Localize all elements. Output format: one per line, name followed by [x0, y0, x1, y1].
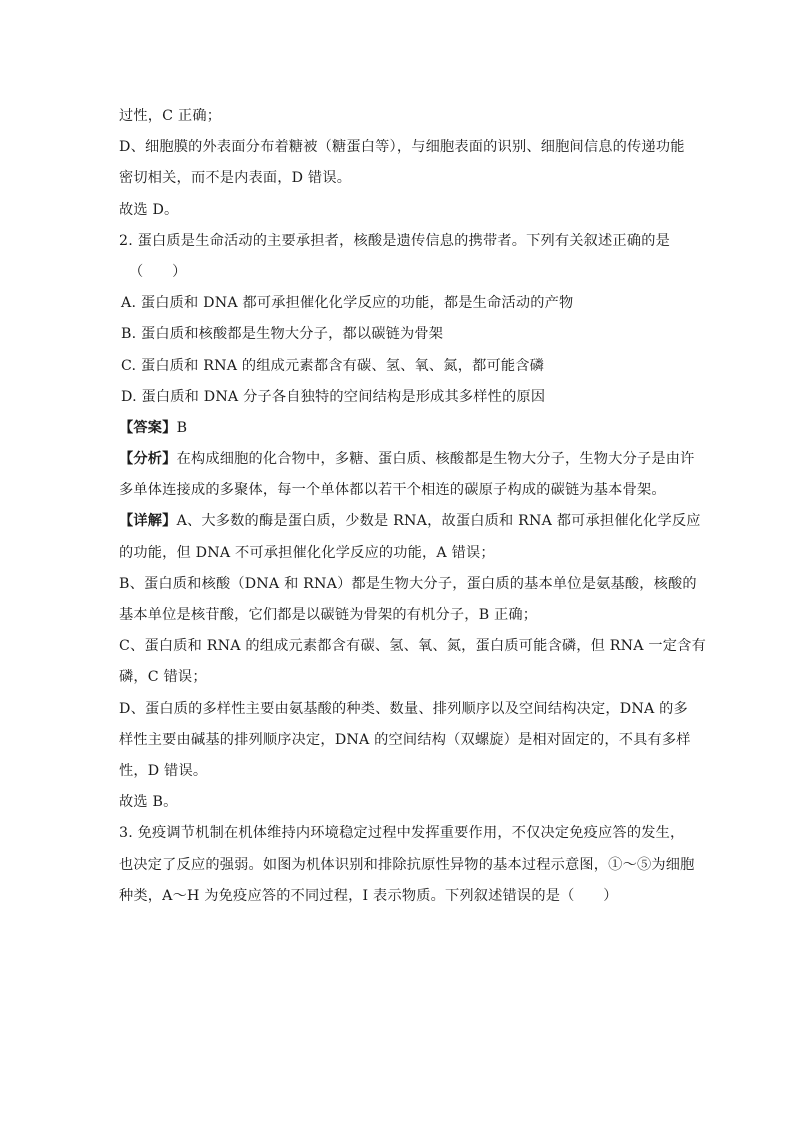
- text-line: 过性，C 正确；: [119, 108, 222, 124]
- option-a: A. 蛋白质和 DNA 都可承担催化化学反应的功能，都是生命活动的产物: [121, 295, 574, 312]
- detail-line: [119, 506, 701, 537]
- text-line: 性，D 错误。: [119, 762, 208, 779]
- text-line: D、细胞膜的外表面分布着糖被（糖蛋白等），与细胞表面的识别、细胞间信息的传递功能: [119, 139, 685, 156]
- text-line: C、蛋白质和 RNA 的组成元素都含有碳、氢、氧、氮，蛋白质可能含磷，但 RNA 一定含有: [119, 638, 706, 655]
- answer-tag: 【答案】: [119, 419, 177, 436]
- text-line: 基本单位是核苷酸，它们都是以碳链为骨架的有机分子，B 正确；: [119, 607, 538, 623]
- analysis-line: [119, 444, 695, 475]
- question-2-blank: （ ）: [129, 263, 187, 280]
- text-line: 种类，A～H 为免疫应答的不同过程，I 表示物质。下列叙述错误的是（ ）: [119, 887, 618, 904]
- detail-tag: 【详解】: [119, 513, 177, 530]
- text-line: 密切相关，而不是内表面，D 错误。: [119, 170, 352, 187]
- text-line: 也决定了反应的强弱。如图为机体识别和排除抗原性异物的基本过程示意图，①～⑤为细胞: [119, 856, 695, 873]
- question-3-stem: 3. 免疫调节机制在机体维持内环境稳定过程中发挥重要作用，不仅决定免疫应答的发生，: [119, 825, 685, 842]
- document-body: [119, 101, 706, 912]
- text-line: B、蛋白质和核酸（DNA 和 RNA）都是生物大分子，蛋白质的基本单位是氨基酸，核酸的: [119, 575, 697, 592]
- text-line: 多单体连接成的多聚体，每一个单体都以若干个相连的碳原子构成的碳链为基本骨架。: [119, 482, 666, 499]
- detail-text: A、大多数的酶是蛋白质，少数是 RNA，故蛋白质和 RNA 都可承担催化化学反应: [176, 513, 701, 530]
- answer-line: [119, 413, 679, 444]
- option-d: D. 蛋白质和 DNA 分子各自独特的空间结构是形成其多样性的原因: [121, 388, 546, 405]
- text-line: 故选 B。: [119, 794, 178, 811]
- text-line: 故选 D。: [119, 201, 179, 218]
- option-b: B. 蛋白质和核酸都是生物大分子，都以碳链为骨架: [121, 326, 444, 343]
- question-2-stem: 2. 蛋白质是生命活动的主要承担者，核酸是遗传信息的携带者。下列有关叙述正确的是: [119, 232, 670, 249]
- text-line: 磷，C 错误；: [119, 669, 207, 686]
- text-line: 样性主要由碱基的排列顺序决定，DNA 的空间结构（双螺旋）是相对固定的，不具有多样: [119, 731, 691, 748]
- text-line: 的功能，但 DNA 不可承担催化化学反应的功能，A 错误；: [119, 544, 495, 561]
- text-line: D、蛋白质的多样性主要由氨基酸的种类、数量、排列顺序以及空间结构决定，DNA 的多: [119, 700, 688, 717]
- analysis-tag: 【分析】: [119, 451, 177, 468]
- option-c: C. 蛋白质和 RNA 的组成元素都含有碳、氢、氧、氮，都可能含磷: [121, 357, 545, 374]
- answer-value: B: [176, 419, 188, 436]
- analysis-text: 在构成细胞的化合物中，多糖、蛋白质、核酸都是生物大分子，生物大分子是由许: [176, 451, 695, 468]
